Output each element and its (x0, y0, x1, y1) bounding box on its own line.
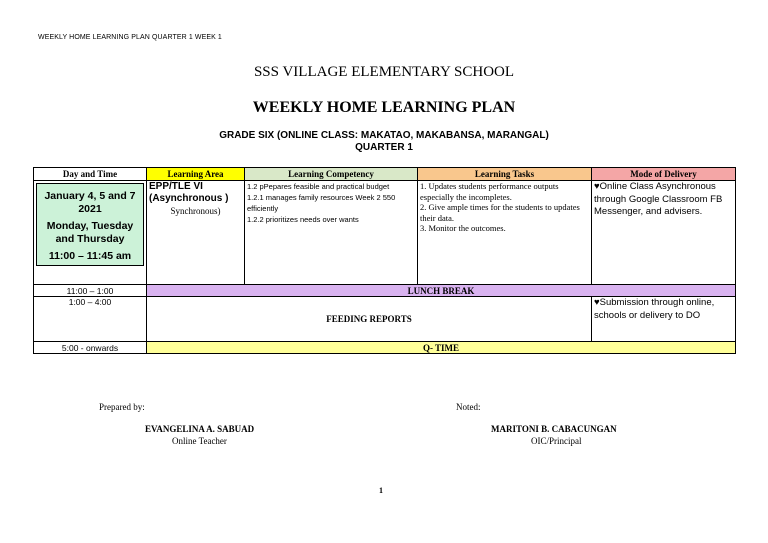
table-row (34, 285, 736, 297)
task-item: 1. Updates students performance outputs especially the incompletes. (420, 181, 559, 202)
noted-role: OIC/Principal (531, 436, 582, 446)
days-text: Monday, Tuesday and Thursday (46, 220, 134, 245)
prepared-by-label: Prepared by: (99, 402, 145, 412)
noted-label: Noted: (456, 402, 481, 412)
table-row (34, 181, 736, 285)
noted-name: MARITONI B. CABACUNGAN (491, 424, 617, 434)
day-time-cell (34, 181, 147, 285)
competency-item: 1.2 pPepares feasible and practical budget (247, 182, 390, 191)
col-header-learning-area: Learning Area (147, 168, 245, 181)
task-item: 2. Give ample times for the students to updates their data. (420, 202, 580, 223)
grade-line: GRADE SIX (ONLINE CLASS: MAKATAO, MAKABANSA, MARANGAL) (219, 130, 549, 141)
lunch-break-cell: LUNCH BREAK (147, 285, 736, 297)
col-header-learning-tasks: Learning Tasks (418, 168, 592, 181)
learning-area-sub: Synchronous) (170, 206, 221, 216)
feeding-time-cell: 1:00 – 4:00 (34, 297, 147, 342)
dates-text: January 4, 5 and 7 2021 (44, 190, 136, 215)
learning-plan-table (33, 167, 736, 354)
day-time-box (36, 183, 144, 266)
qtime-cell: Q- TIME (147, 342, 736, 354)
table-row (34, 342, 736, 354)
mode-cell: ♥Online Class Asynchronous through Google Classroom FB Messenger, and advisers. (592, 181, 736, 285)
competency-item: 1.2.2 prioritizes needs over wants (247, 215, 359, 224)
lunch-time-cell: 11:00 – 1:00 (34, 285, 147, 297)
table-row (34, 297, 736, 342)
col-header-mode-of-delivery: Mode of Delivery (592, 168, 736, 181)
prepared-by-name: EVANGELINA A. SABUAD (145, 424, 255, 434)
learning-area-name: EPP/TLE VI (Asynchronous ) (149, 181, 229, 204)
document-title: WEEKLY HOME LEARNING PLAN (252, 99, 516, 116)
time-text: 11:00 – 11:45 am (48, 250, 132, 262)
page-number: 1 (379, 486, 383, 495)
competency-item: 1.2.1 manages family resources Week 2 550 efficiently (247, 193, 396, 213)
prepared-by-role: Online Teacher (172, 436, 227, 446)
competency-cell (245, 181, 418, 285)
table-header-row (34, 168, 736, 181)
feeding-reports-cell: FEEDING REPORTS (147, 297, 592, 342)
school-name: SSS VILLAGE ELEMENTARY SCHOOL (253, 64, 515, 80)
learning-area-cell (147, 181, 245, 285)
col-header-day-time: Day and Time (34, 168, 147, 181)
feeding-mode-cell: ♥Submission through online, schools or delivery to DO (592, 297, 736, 342)
running-header: WEEKLY HOME LEARNING PLAN QUARTER 1 WEEK 1 (38, 34, 222, 41)
task-item: 3. Monitor the outcomes. (420, 223, 506, 233)
qtime-time-cell: 5:00 - onwards (34, 342, 147, 354)
tasks-cell (418, 181, 592, 285)
quarter-line: QUARTER 1 (355, 142, 413, 153)
col-header-learning-competency: Learning Competency (245, 168, 418, 181)
